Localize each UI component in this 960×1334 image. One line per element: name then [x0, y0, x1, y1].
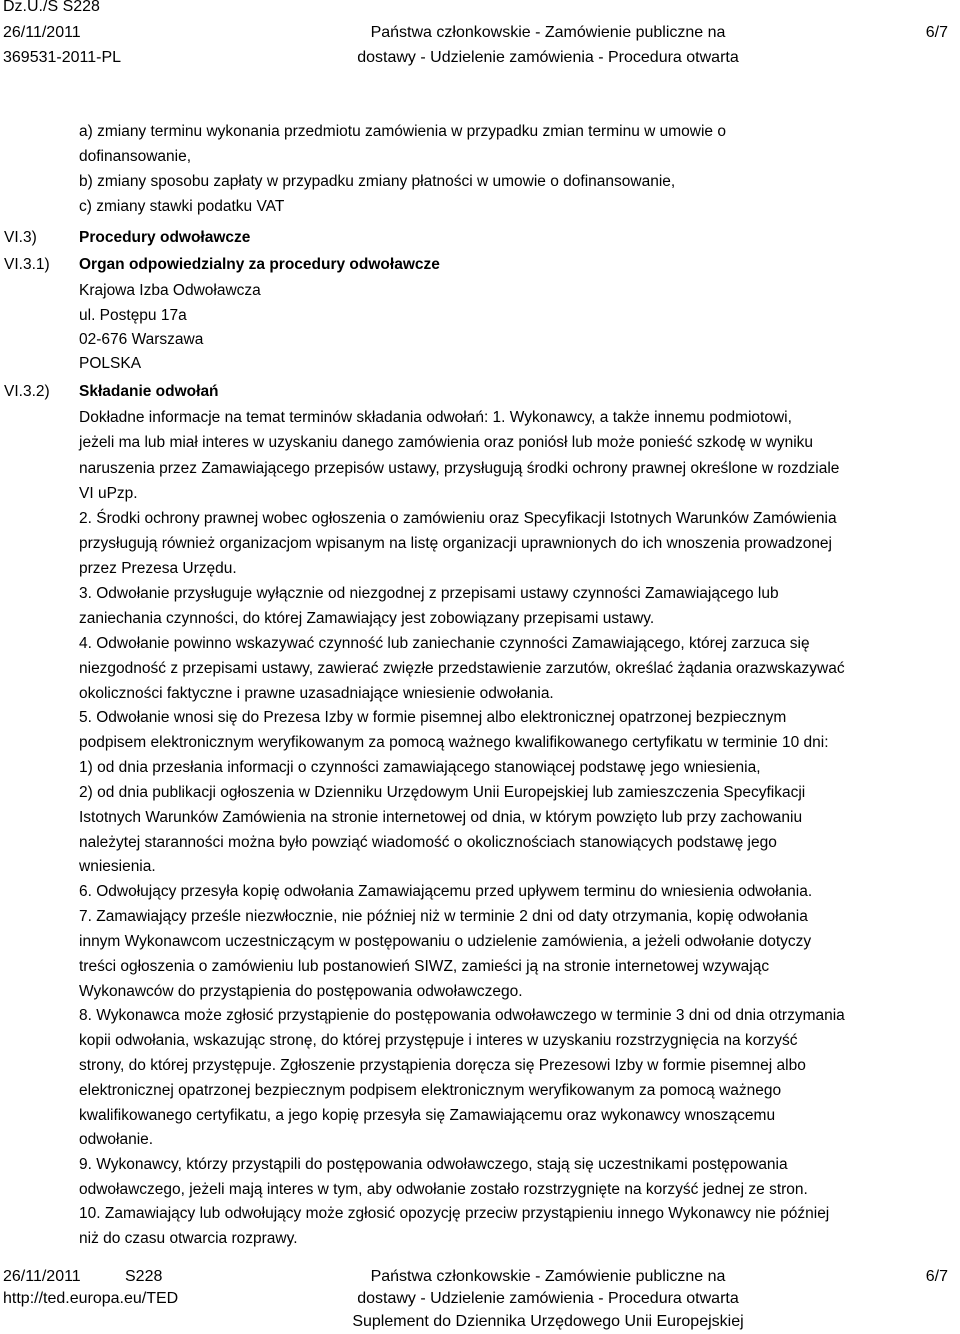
text-line: 2. Środki ochrony prawnej wobec ogłoszenia o zamówieniu oraz Specyfikacji Istotnych Warunków Zamówienia [79, 510, 837, 527]
journal-reference: Dz.U./S S228 [3, 0, 100, 15]
text-line: innym Wykonawcom uczestniczącym w postępowaniu o udzielenie zamówienia, a jeżeli odwołanie dotyczy [79, 933, 812, 950]
text-line: jeżeli ma lub miał interes w uzyskaniu danego zamówienia oraz poniósł lub może ponieść szkodę w wyniku [79, 434, 814, 451]
text-line: treści ogłoszenia o zamówieniu lub postanowień SIWZ, zamieści ją na stronie internetowej wzywając [79, 958, 770, 975]
footer-supplement-title: Suplement do Dziennika Urzędowego Unii Europejskiej [352, 1313, 744, 1330]
text-line: 6. Odwołujący przesyła kopię odwołania Zamawiającemu przed upływem terminu do wniesienia odwołania. [79, 883, 813, 900]
text-line: kopii odwołania, wskazując stronę, do której przystępuje i interes w uzyskaniu rozstrzygnięcia na korzyść [79, 1032, 798, 1049]
text-line: 8. Wykonawca może zgłosić przystąpienie do postępowania odwoławczego w terminie 3 dni od dnia otrzymania [79, 1007, 845, 1024]
text-line: elektronicznej opatrzonej bezpiecznym podpisem elektronicznym weryfikowanym za pomocą ważnego [79, 1082, 782, 1099]
section-heading-appeal-body: Organ odpowiedzialny za procedury odwoławcze [79, 256, 440, 273]
text-line: niezgodność z przepisami ustawy, zawierać zwięzłe przedstawienie zarzutów, określać żądania orazwskazywać [79, 660, 845, 677]
text-line: odwołanie. [79, 1131, 154, 1148]
text-line: VI uPzp. [79, 485, 138, 502]
section-number-vi32: VI.3.2) [4, 383, 50, 400]
text-line: zaniechania czynności, do której Zamawiający jest zobowiązany przepisami ustawy. [79, 610, 655, 627]
address-line: POLSKA [79, 355, 142, 372]
text-line: Wykonawców do przystąpienia do postępowania odwoławczego. [79, 983, 523, 1000]
address-line: ul. Postępu 17a [79, 307, 187, 324]
text-line: c) zmiany stawki podatku VAT [79, 198, 285, 215]
text-line: a) zmiany terminu wykonania przedmiotu zamówienia w przypadku zmian terminu w umowie o [79, 123, 726, 140]
text-line: b) zmiany sposobu zapłaty w przypadku zmiany płatności w umowie o dofinansowanie, [79, 173, 676, 190]
text-line: 3. Odwołanie przysługuje wyłącznie od niezgodnej z przepisami ustawy czynności Zamawiającego lub [79, 585, 779, 602]
header-title-line2: dostawy - Udzielenie zamówienia - Procedura otwarta [357, 49, 739, 66]
footer-series: S228 [125, 1268, 163, 1285]
text-line: Dokładne informacje na temat terminów składania odwołań: 1. Wykonawcy, a także innemu podmiotowi, [79, 409, 792, 426]
header-page-number: 6/7 [925, 24, 948, 41]
text-line: 7. Zamawiający prześle niezwłocznie, nie później niż w terminie 2 dni od daty otrzymania, kopię odwołania [79, 908, 808, 925]
footer-date: 26/11/2011 [3, 1268, 81, 1285]
text-line: kwalifikowanego certyfikatu, a jego kopię przesyła się Zamawiającemu oraz wykonawcy wnoszącemu [79, 1107, 776, 1124]
text-line: strony, do której przystępuje. Zgłoszenie przystąpienia doręcza się Prezesowi Izby w formie pisemnej albo [79, 1057, 806, 1074]
text-line: przez Prezesa Urzędu. [79, 560, 237, 577]
text-line: odwoławczego, jeżeli mają interes w tym, aby odwołanie zostało rozstrzygnięte na korzyść jednej ze stron. [79, 1181, 808, 1198]
text-line: niż do czasu otwarcia rozprawy. [79, 1230, 298, 1247]
text-line: 4. Odwołanie powinno wskazywać czynność lub zaniechanie czynności Zamawiającego, której zarzuca się [79, 635, 810, 652]
text-line: należytej staranności można było powziąć wiadomość o okolicznościach stanowiących podstawę jego [79, 834, 777, 851]
section-number-vi3: VI.3) [4, 229, 37, 246]
header-date: 26/11/2011 [3, 24, 81, 41]
footer-title-line2: dostawy - Udzielenie zamówienia - Procedura otwarta [357, 1290, 739, 1307]
section-number-vi31: VI.3.1) [4, 256, 50, 273]
text-line: 1) od dnia przesłania informacji o czynności zamawiającego stanowiącej podstawę jego wniesienia, [79, 759, 761, 776]
text-line: 2) od dnia publikacji ogłoszenia w Dzienniku Urzędowym Unii Europejskiej lub zamieszczenia Specyfikacji [79, 784, 806, 801]
section-heading-appeal-procedures: Procedury odwoławcze [79, 229, 251, 246]
text-line: 10. Zamawiający lub odwołujący może zgłosić opozycję przeciw przystąpieniu innego Wykonawcy nie później [79, 1205, 830, 1222]
footer-title-line1: Państwa członkowskie - Zamówienie publiczne na [370, 1268, 726, 1285]
text-line: wniesienia. [79, 858, 156, 875]
text-line: 9. Wykonawcy, którzy przystąpili do postępowania odwoławczego, stają się uczestnikami postępowania [79, 1156, 788, 1173]
document-id: 369531-2011-PL [3, 49, 122, 66]
address-line: Krajowa Izba Odwoławcza [79, 282, 261, 299]
text-line: przysługują również organizacjom wpisanym na listę organizacji uprawnionych do ich wnoszenia prowadzonej [79, 535, 832, 552]
text-line: dofinansowanie, [79, 148, 192, 165]
text-line: 5. Odwołanie wnosi się do Prezesa Izby w formie pisemnej albo elektronicznej opatrzonej bezpiecznym [79, 709, 787, 726]
text-line: podpisem elektronicznym weryfikowanym za pomocą ważnego kwalifikowanego certyfikatu w terminie 10 dni: [79, 734, 829, 751]
header-title-line1: Państwa członkowskie - Zamówienie publiczne na [370, 24, 726, 41]
footer-ted-link[interactable]: http://ted.europa.eu/TED [3, 1290, 179, 1307]
text-line: naruszenia przez Zamawiającego przepisów ustawy, przysługują środki ochrony prawnej określone w rozdziale [79, 460, 840, 477]
text-line: okoliczności faktyczne i prawne uzasadniające wniesienie odwołania. [79, 685, 554, 702]
section-heading-lodging-appeals: Składanie odwołań [79, 383, 219, 400]
footer-page-number: 6/7 [925, 1268, 948, 1285]
text-line: Istotnych Warunków Zamówienia na stronie internetowej od dnia, w którym powzięto lub przy zachowaniu [79, 809, 803, 826]
address-line: 02-676 Warszawa [79, 331, 204, 348]
